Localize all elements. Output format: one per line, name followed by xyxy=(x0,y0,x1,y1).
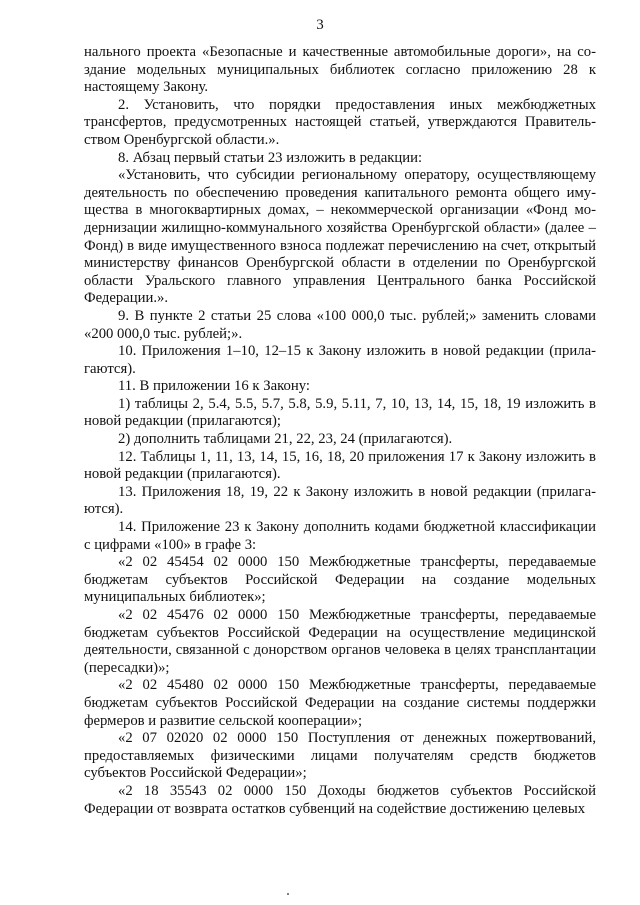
paragraph: 13. Приложения 18, 19, 22 к Закону изложить в новой редакции (прилагаются). xyxy=(84,483,596,518)
paragraph: «2 02 45454 02 0000 150 Межбюджетные трансферты, передаваемые бюджетам субъектов Российской Федерации на создание модельных муниципальных библиотек»; xyxy=(84,554,596,606)
paragraph: 2. Установить, что порядки предоставления иных межбюджетных трансфертов, предусмотренных настоящей статьей, утверждаются Правительством Оренбургской области.». xyxy=(84,96,596,148)
paragraph: «2 02 45480 02 0000 150 Межбюджетные трансферты, передаваемые бюджетам субъектов Российской Федерации на создание системы поддержки фермеров и развитие сельской кооперации»; xyxy=(84,677,596,729)
paragraph: 2) дополнить таблицами 21, 22, 23, 24 (прилагаются). xyxy=(118,431,453,448)
paragraph: 1) таблицы 2, 5.4, 5.5, 5.7, 5.8, 5.9, 5.11, 7, 10, 13, 14, 15, 18, 19 изложить в новой редакции (прилагаются); xyxy=(84,395,596,430)
paragraph: «2 18 35543 02 0000 150 Доходы бюджетов субъектов Российской Федерации от возврата остатков субвенций на содействие достижению целевых xyxy=(84,782,596,817)
page-number: 3 xyxy=(316,17,324,33)
scan-speck xyxy=(287,893,289,895)
paragraph: «Установить, что субсидии региональному оператору, осуществляющему деятельность по обеспечению проведения капитального ремонта общего имущества в многоквартирных домах, – некоммерческой организации «Фонд модернизации жилищно-коммунального хозяйства Оренбургской области» (далее – Фонд) в виде имущественного взноса подлежат перечислению на счет, открытый министерству финансов Оренбургской области в отделении по Оренбургской области Уральского главного управления Центрального банка Российской Федерации.». xyxy=(84,167,596,307)
paragraph: «2 02 45476 02 0000 150 Межбюджетные трансферты, передаваемые бюджетам субъектов Российской Федерации на осуществление медицинской деятельности, связанной с донорством органов человека в целях трансплантации (пересадки)»; xyxy=(84,607,596,676)
document-body xyxy=(84,44,596,818)
paragraph: 12. Таблицы 1, 11, 13, 14, 15, 16, 18, 20 приложения 17 к Закону изложить в новой редакции (прилагаются). xyxy=(84,448,596,483)
paragraph: 10. Приложения 1–10, 12–15 к Закону изложить в новой редакции (прилагаются). xyxy=(84,343,596,377)
paragraph: 11. В приложении 16 к Закону: xyxy=(118,378,310,395)
paragraph: 9. В пункте 2 статьи 25 слова «100 000,0 тыс. рублей;» заменить словами «200 000,0 тыс. рублей;». xyxy=(84,307,596,342)
paragraph: «2 07 02020 02 0000 150 Поступления от денежных пожертвований, предоставляемых физическими лицами получателям средств бюджетов субъектов Российской Федерации»; xyxy=(84,730,596,782)
paragraph: нального проекта «Безопасные и качественные автомобильные дороги», на создание модельных муниципальных библиотек согласно приложению 28 к настоящему Закону. xyxy=(84,44,596,96)
paragraph: 14. Приложение 23 к Закону дополнить кодами бюджетной классификации с цифрами «100» в графе 3: xyxy=(84,519,596,553)
paragraph: 8. Абзац первый статьи 23 изложить в редакции: xyxy=(118,149,423,166)
